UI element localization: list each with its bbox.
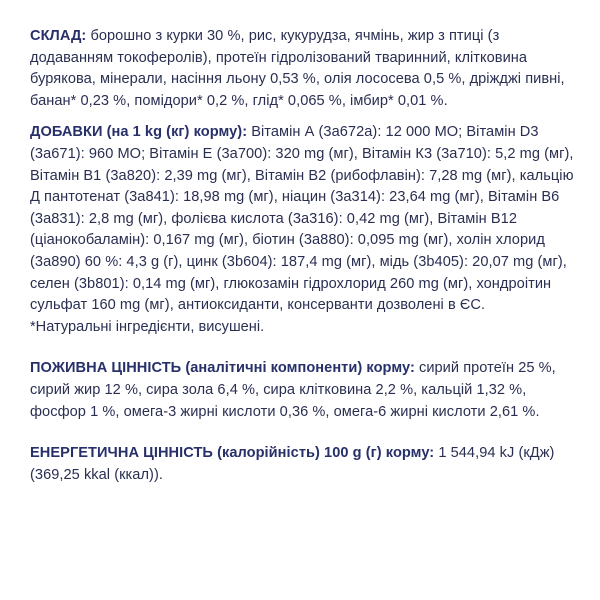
additives-paragraph [30, 122, 575, 316]
nutrition-paragraph [30, 358, 575, 423]
additives-heading: ДОБАВКИ (на 1 kg (кг) корму): [30, 124, 248, 141]
energy-text: 1 544,94 kJ (кДж) (369,25 kkal (ккал)). [30, 445, 555, 483]
composition-text: борошно з курки 30 %, рис, кукурудза, ячмінь, жир з птиці (з додаванням токоферолів), протеїн гідролізований тваринний, клітковина бурякова, мінерали, насіння льону 0,53 %, олія лососева 0,5 %, дріжджі пивні, банан* 0,23 %, помідори* 0,2 %, глід* 0,065 %, імбир* 0,01 %. [30, 28, 565, 109]
energy-heading: ЕНЕРГЕТИЧНА ЦІННІСТЬ (калорійність) 100 g (г) корму: [30, 445, 435, 462]
energy-paragraph [30, 443, 575, 486]
composition-paragraph [30, 26, 575, 112]
additives-text: Вітамін А (3а672а): 12 000 МО; Вітамін D3 (3a671): 960 МО; Вітамін Е (3a700): 320 mg (мг), Вітамін К3 (3a710): 5,2 mg (мг), Вітамін В1 (3a820): 2,39 mg (мг), Вітамін В2 (рибофлавін): 7,28 mg (мг), кальцію Д пантотенат (3a841): 18,98 mg (мг), ніацин (3a314): 23,64 mg (мг), Вітамін В6 (3a831): 2,8 mg (мг), фолієва кислота (3a316): 0,42 mg (мг), Вітамін В12 (ціанокобаламін): 0,167 mg (мг), біотин (3a880): 0,095 mg (мг), холін хлорид (3a890) 60 %: 4,3 g (г), цинк (3b604): 187,4 mg (мг), мідь (3b405): 20,07 mg (мг), селен (3b801): 0,14 mg (мг), глюкозамін гідрохлорид 260 mg (мг), хондроітин сульфат 160 mg (мг), антиоксиданти, консерванти дозволені в ЄС. [30, 124, 574, 314]
product-label-document [30, 26, 575, 486]
nutrition-heading: ПОЖИВНА ЦІННІСТЬ (аналітичні компоненти) корму: [30, 360, 415, 377]
nutrition-text: сирий протеїн 25 %, сирий жир 12 %, сира зола 6,4 %, сира клітковина 2,2 %, кальцій 1,32 %, фосфор 1 %, омега-3 жирні кислоти 0,36 %, омега-6 жирні кислоти 2,61 %. [30, 360, 556, 420]
natural-ingredients-note: *Натуральні інгредієнти, висушені. [30, 318, 265, 335]
composition-heading: СКЛАД: [30, 28, 87, 44]
